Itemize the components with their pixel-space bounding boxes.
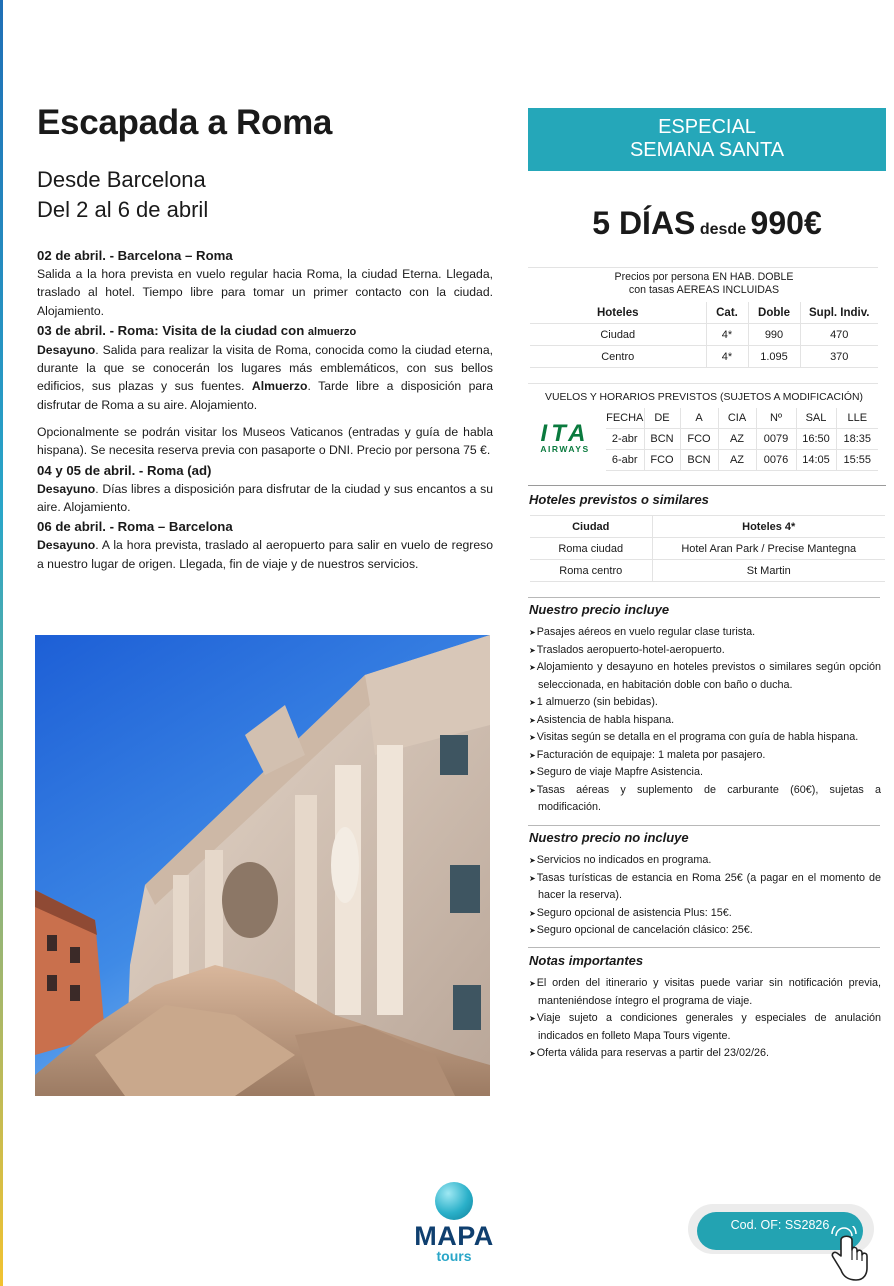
table-header-row xyxy=(606,408,878,429)
table-cell: AZ xyxy=(718,429,756,450)
price-from: desde xyxy=(699,221,747,238)
mapa-tours-logo xyxy=(414,1182,494,1263)
list-item: ➤ Tasas aéreas y suplemento de carburante (60€), sujetas a modificación. xyxy=(529,782,881,817)
day3-bold: Desayuno xyxy=(37,481,96,496)
price-note-line-2: con tasas AEREAS INCLUIDAS xyxy=(628,284,780,296)
table-cell: 4* xyxy=(706,324,748,346)
price-note-line-1: Precios por persona EN HAB. DOBLE xyxy=(614,271,794,283)
divider xyxy=(528,383,878,384)
table-cell: AZ xyxy=(718,450,756,471)
table-cell: Hotel Aran Park / Precise Mantegna xyxy=(652,538,885,560)
header-cell: Nº xyxy=(756,408,796,429)
day3-heading: 04 y 05 de abril. - Roma (ad) xyxy=(37,462,212,478)
list-item: ➤ 1 almuerzo (sin bebidas). xyxy=(529,694,881,712)
day2-heading xyxy=(37,322,493,341)
table-header-row xyxy=(530,302,878,324)
table-cell: FCO xyxy=(644,450,680,471)
table-cell: 18:35 xyxy=(836,429,878,450)
list-item: ➤ El orden del itinerario y visitas puede variar sin notificación previa, manteniéndose íntegro el programa de viaje. xyxy=(529,975,881,1010)
table-cell: BCN xyxy=(680,450,718,471)
day4-heading: 06 de abril. - Roma – Barcelona xyxy=(37,519,233,535)
divider xyxy=(528,485,886,486)
hotels-planned-title: Hoteles previstos o similares xyxy=(529,492,709,507)
table-row xyxy=(530,346,878,368)
table-cell: 2-abr xyxy=(606,429,644,450)
subtitle-dates: Del 2 al 6 de abril xyxy=(37,197,209,222)
excludes-list xyxy=(529,852,881,940)
flights-table xyxy=(606,408,878,471)
table-cell: 0079 xyxy=(756,429,796,450)
table-cell: 990 xyxy=(748,324,800,346)
page-title: Escapada a Roma xyxy=(37,103,333,142)
day4-bold: Desayuno xyxy=(37,538,96,553)
logo-globe-icon xyxy=(435,1182,473,1220)
table-cell: 14:05 xyxy=(796,450,836,471)
offer-code-button[interactable]: Cod. OF: SS2826 xyxy=(697,1212,863,1250)
divider xyxy=(528,825,880,826)
left-edge-stripe xyxy=(0,0,3,1286)
table-row xyxy=(606,429,878,450)
list-item: ➤ Asistencia de habla hispana. xyxy=(529,712,881,730)
header-cell: FECHA xyxy=(606,408,644,429)
logo-sub-text: tours xyxy=(436,1248,472,1264)
table-cell: St Martin xyxy=(652,560,885,582)
day2-text xyxy=(37,341,493,414)
price-headline xyxy=(528,205,886,242)
table-cell: 470 xyxy=(800,324,878,346)
day2-text-2: . Tarde libre a disposición para disfrutar de Roma a su aire. Alojamiento. xyxy=(37,379,493,412)
table-cell: 370 xyxy=(800,346,878,368)
header-cell: Ciudad xyxy=(530,516,652,538)
day2-heading-text: 03 de abril. - Roma: Visita de la ciudad con xyxy=(37,322,305,338)
table-cell: Roma centro xyxy=(530,560,652,582)
table-cell: 6-abr xyxy=(606,450,644,471)
table-cell: Roma ciudad xyxy=(530,538,652,560)
divider xyxy=(528,267,878,268)
list-item: ➤ Seguro opcional de asistencia Plus: 15€. xyxy=(529,905,881,923)
notes-title: Notas importantes xyxy=(529,953,644,968)
list-item: ➤ Facturación de equipaje: 1 maleta por pasajero. xyxy=(529,747,881,765)
table-cell: Centro xyxy=(530,346,706,368)
day4-text xyxy=(37,536,493,573)
airline-logo-sub: AIRWAYS xyxy=(540,444,590,454)
header-cell: A xyxy=(680,408,718,429)
notes-list xyxy=(529,975,881,1063)
list-item: ➤ Pasajes aéreos en vuelo regular clase turista. xyxy=(529,624,881,642)
header-cell: Supl. Indiv. xyxy=(800,302,878,324)
trevi-fountain-photo xyxy=(35,635,490,1096)
airline-logo xyxy=(530,420,600,454)
table-cell: Ciudad xyxy=(530,324,706,346)
list-item: ➤ Oferta válida para reservas a partir del 23/02/26. xyxy=(529,1045,881,1063)
list-item: ➤ Servicios no indicados en programa. xyxy=(529,852,881,870)
day2-text-1: . Salida para realizar la visita de Roma, conocida como la ciudad eterna, durante la que se conocerán los lugares más emblemáticos, con sus bellos edificios, sus plazas y sus fuentes. xyxy=(37,342,493,394)
includes-list xyxy=(529,624,881,817)
header-cell: Hoteles xyxy=(530,302,706,324)
itinerary xyxy=(37,247,493,575)
subtitle-origin: Desde Barcelona xyxy=(37,167,206,192)
table-cell: FCO xyxy=(680,429,718,450)
optional-excursion: Opcionalmente se podrán visitar los Museos Vaticanos (entradas y guía de habla hispana). Se necesita reserva previa con pasaporte o DNI. Precio por persona 75 €. xyxy=(37,425,493,458)
table-cell: 15:55 xyxy=(836,450,878,471)
day4-text-body: . A la hora prevista, traslado al aeropuerto para salir en vuelo de regreso a nuestro lugar de origen. Llegada, fin de viaje y de nuestros servicios. xyxy=(37,538,493,571)
price-days: 5 DÍAS xyxy=(592,205,696,241)
table-row xyxy=(530,324,878,346)
table-row xyxy=(530,538,885,560)
list-item: ➤ Seguro opcional de cancelación clásico: 25€. xyxy=(529,922,881,940)
price-note xyxy=(528,271,880,297)
includes-title: Nuestro precio incluye xyxy=(529,602,670,617)
pointer-hand-icon xyxy=(826,1226,870,1282)
day2-heading-small: almuerzo xyxy=(307,325,357,338)
table-row xyxy=(530,560,885,582)
flights-title: VUELOS Y HORARIOS PREVISTOS (SUJETOS A MODIFICACIÓN) xyxy=(545,392,863,403)
list-item: ➤ Seguro de viaje Mapfre Asistencia. xyxy=(529,764,881,782)
table-cell: 1.095 xyxy=(748,346,800,368)
day2-bold-1: Desayuno xyxy=(37,342,96,357)
divider xyxy=(528,947,880,948)
divider xyxy=(528,597,880,598)
table-cell: 16:50 xyxy=(796,429,836,450)
day2-bold-2: Almuerzo xyxy=(251,379,308,394)
list-item: ➤ Viaje sujeto a condiciones generales y especiales de anulación indicados en folleto Mapa Tours vigente. xyxy=(529,1010,881,1045)
header-cell: SAL xyxy=(796,408,836,429)
header-cell: Cat. xyxy=(706,302,748,324)
logo-main-text: MAPA xyxy=(414,1221,494,1251)
excludes-title: Nuestro precio no incluye xyxy=(529,830,689,845)
hotel-price-table xyxy=(530,302,878,368)
hotels-planned-table xyxy=(530,515,885,582)
day1-heading: 02 de abril. - Barcelona – Roma xyxy=(37,248,233,263)
day1-text: Salida a la hora prevista en vuelo regular hacia Roma, la ciudad Eterna. Llegada, traslado al hotel. Tiempo libre para tomar un primer contacto con la ciudad. Alojamiento. xyxy=(37,267,493,318)
banner-line-1: ESPECIAL xyxy=(658,116,756,138)
list-item: ➤ Traslados aeropuerto-hotel-aeropuerto. xyxy=(529,642,881,660)
header-cell: Hoteles 4* xyxy=(652,516,885,538)
airline-logo-mark: ITA xyxy=(540,420,590,447)
table-header-row xyxy=(530,516,885,538)
header-cell: LLE xyxy=(836,408,878,429)
list-item: ➤ Alojamiento y desayuno en hoteles previstos o similares según opción seleccionada, en habitación doble con baño o ducha. xyxy=(529,659,881,694)
special-banner xyxy=(528,108,886,171)
table-cell: 0076 xyxy=(756,450,796,471)
price-amount: 990€ xyxy=(750,205,822,241)
header-cell: Doble xyxy=(748,302,800,324)
table-cell: BCN xyxy=(644,429,680,450)
table-row xyxy=(606,450,878,471)
banner-line-2: SEMANA SANTA xyxy=(629,139,785,161)
list-item: ➤ Tasas turísticas de estancia en Roma 25€ (a pagar en el momento de hacer la reserva). xyxy=(529,870,881,905)
header-cell: CIA xyxy=(718,408,756,429)
day3-text xyxy=(37,480,493,517)
header-cell: DE xyxy=(644,408,680,429)
table-cell: 4* xyxy=(706,346,748,368)
day3-text-body: . Días libres a disposición para disfrutar de la ciudad y sus encantos a su aire. Alojamiento. xyxy=(37,481,493,514)
list-item: ➤ Visitas según se detalla en el programa con guía de habla hispana. xyxy=(529,729,881,747)
